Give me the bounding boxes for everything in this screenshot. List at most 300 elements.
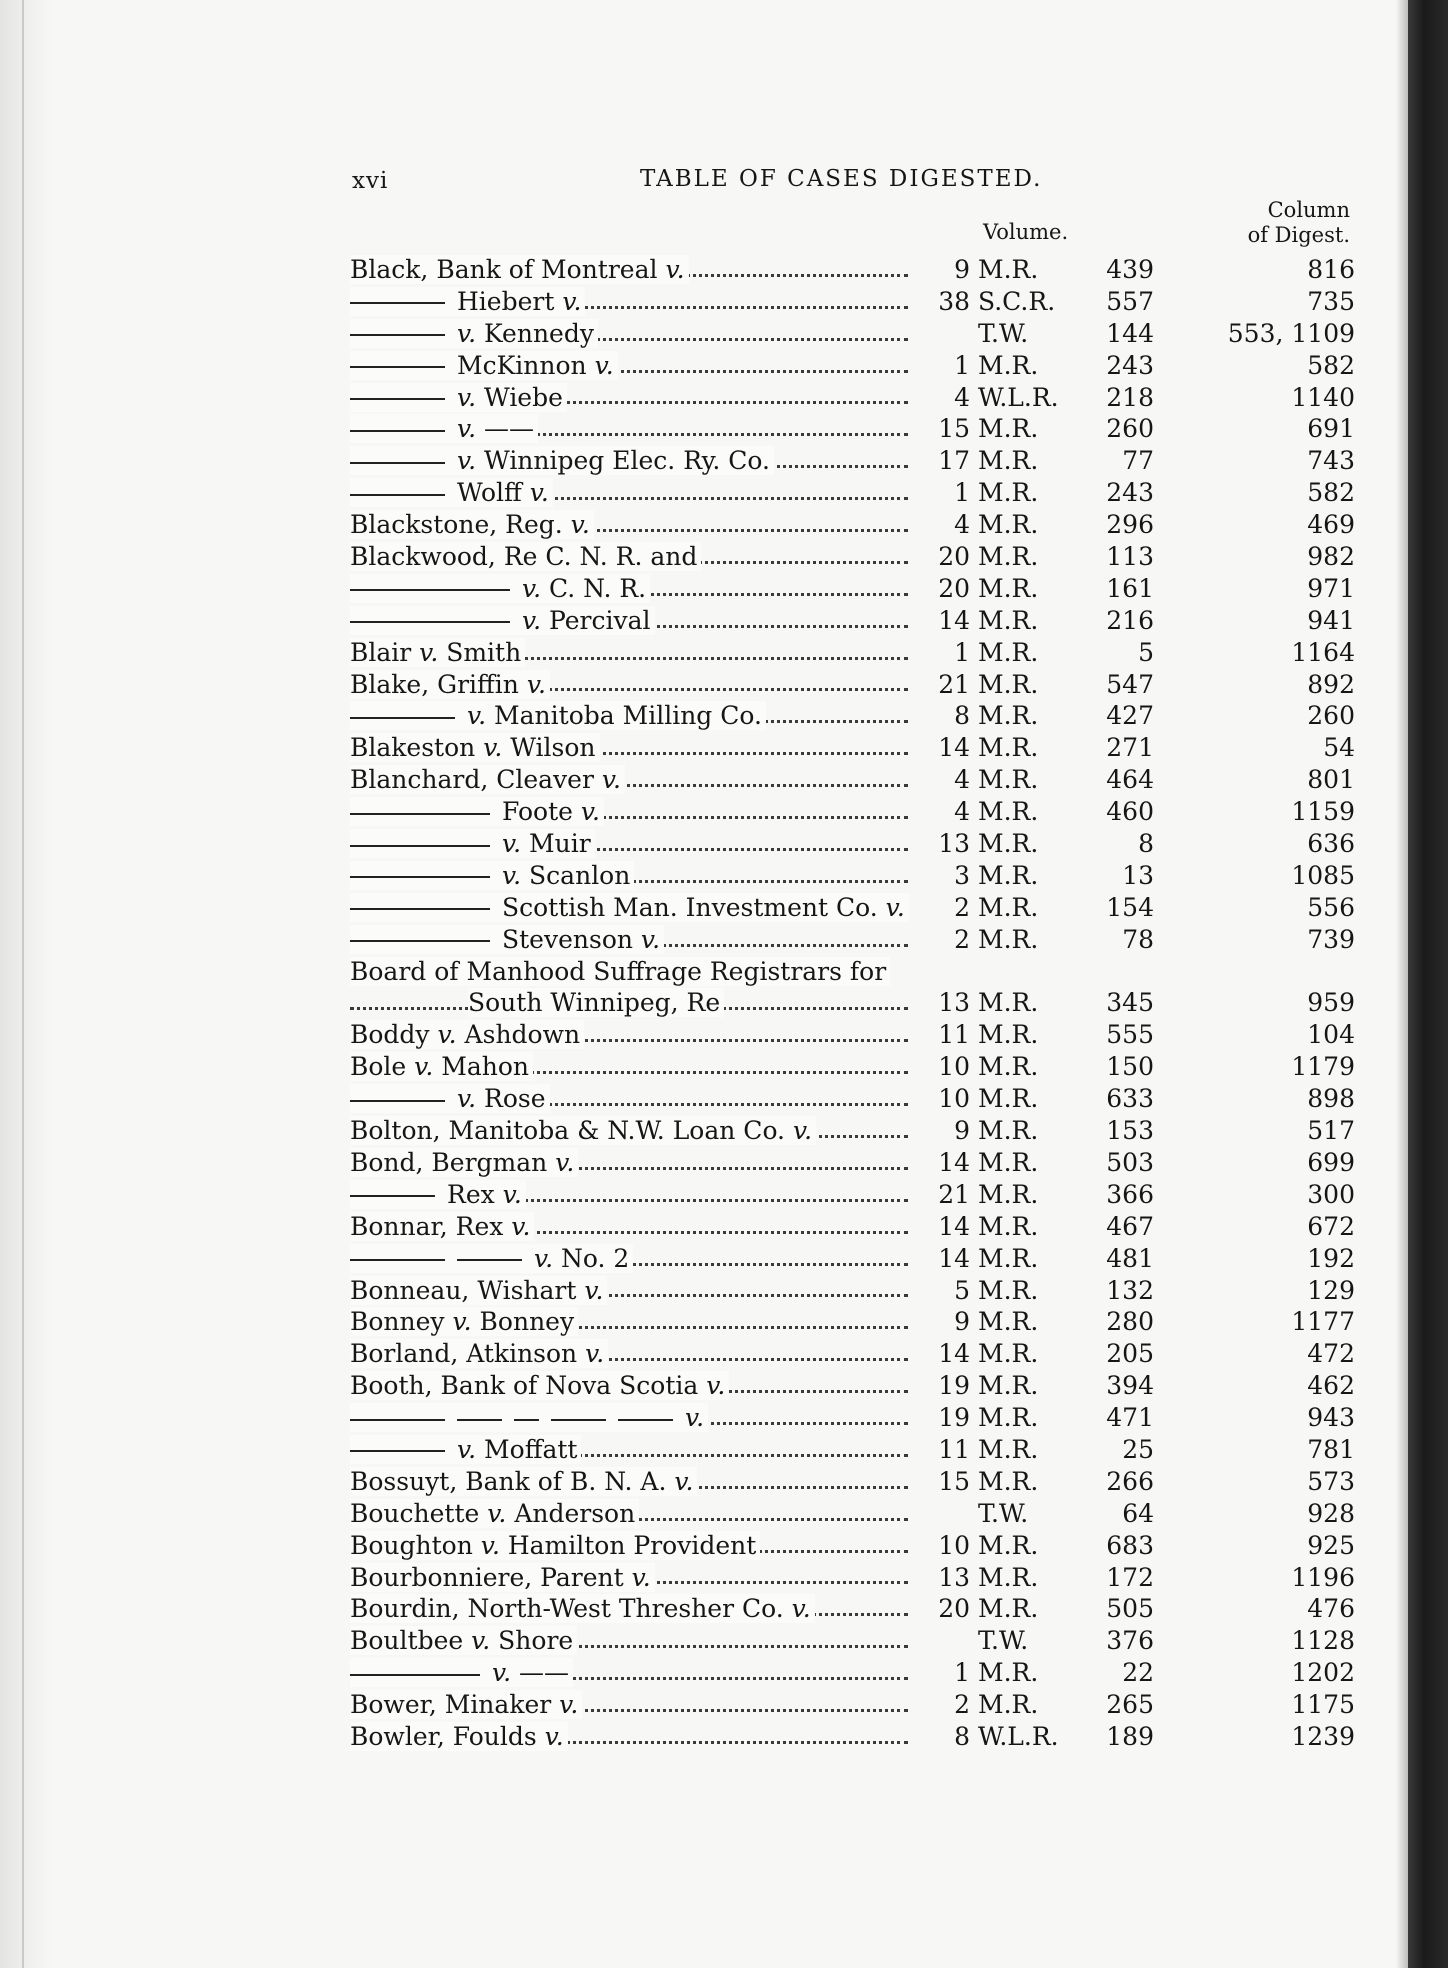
- ditto-dash: [350, 813, 490, 815]
- volume-number: 4: [954, 382, 970, 412]
- report-page: 427: [1106, 701, 1154, 731]
- report-page: 260: [1106, 414, 1154, 444]
- report-abbrev: M.R.: [978, 350, 1039, 380]
- digest-column: 943: [1307, 1403, 1355, 1433]
- volume-number: 10: [938, 1052, 970, 1082]
- ditto-dash: [350, 334, 445, 336]
- table-row: [350, 1593, 1355, 1625]
- case-name: Blanchard, Cleaver v.: [350, 765, 621, 795]
- report-page: 481: [1106, 1243, 1154, 1273]
- case-name-text: [350, 1339, 608, 1368]
- table-row: [350, 956, 1355, 988]
- volume-column-header: Volume.: [983, 220, 1069, 244]
- case-name: Bole v. Mahon: [350, 1052, 529, 1082]
- report-abbrev: M.R.: [978, 765, 1039, 795]
- table-row: [350, 1051, 1355, 1083]
- ditto-dash: [350, 430, 445, 432]
- table-row: [350, 700, 1355, 732]
- ditto-dash: [457, 1419, 502, 1421]
- case-name: Booth, Bank of Nova Scotia v.: [350, 1371, 726, 1401]
- case-name: v.: [685, 1403, 705, 1433]
- report-abbrev: M.R.: [978, 1594, 1039, 1624]
- case-name: Wolff v.: [457, 478, 549, 508]
- case-name-text: [350, 701, 766, 730]
- table-row: [350, 1306, 1355, 1338]
- case-name-text: [350, 1307, 578, 1336]
- case-name-cell: [350, 286, 910, 318]
- volume-number: 19: [938, 1371, 970, 1401]
- ditto-dash: [514, 1419, 539, 1421]
- case-name-cell: [350, 669, 910, 701]
- report-page: 555: [1106, 1020, 1154, 1050]
- case-name-text: [350, 1180, 526, 1209]
- case-name-text: [350, 1658, 573, 1687]
- case-name-cell: [350, 700, 910, 732]
- case-name: Boddy v. Ashdown: [350, 1020, 581, 1050]
- case-name-cell: [350, 1562, 910, 1594]
- case-name-text: [350, 542, 701, 571]
- digest-column: 959: [1307, 988, 1355, 1018]
- case-name-text: [350, 287, 585, 316]
- case-name: Board of Manhood Suffrage Registrars for: [350, 956, 887, 986]
- ditto-dash: [350, 462, 445, 464]
- report-page: 547: [1106, 669, 1154, 699]
- report-abbrev: M.R.: [978, 1690, 1039, 1720]
- volume-number: 9: [954, 1307, 970, 1337]
- case-name-cell: [350, 828, 910, 860]
- report-page: 271: [1106, 733, 1154, 763]
- report-abbrev: W.L.R.: [978, 1721, 1059, 1751]
- report-page: 78: [1122, 924, 1154, 954]
- report-page: 280: [1106, 1307, 1154, 1337]
- page-right-fold: [1396, 0, 1408, 1968]
- volume-number: 21: [938, 669, 970, 699]
- case-name: v. Percival: [522, 605, 651, 635]
- case-name-text: [350, 1531, 760, 1560]
- case-name-cell: [350, 1657, 910, 1689]
- case-name: South Winnipeg, Re: [468, 988, 721, 1018]
- volume-number: 14: [938, 605, 970, 635]
- digest-column: 1164: [1291, 637, 1355, 667]
- report-page: 467: [1106, 1211, 1154, 1241]
- volume-number: 11: [938, 1020, 970, 1050]
- table-row: [350, 509, 1355, 541]
- volume-number: 14: [938, 1243, 970, 1273]
- case-name-cell: [350, 1306, 910, 1338]
- digest-column: 636: [1307, 829, 1355, 859]
- table-row: [350, 860, 1355, 892]
- case-name: Rex v.: [447, 1179, 522, 1209]
- case-name-cell: [350, 509, 910, 541]
- volume-number: 8: [954, 1721, 970, 1751]
- volume-number: 38: [938, 286, 970, 316]
- case-name: Bond, Bergman v.: [350, 1147, 575, 1177]
- case-name-text: [350, 574, 650, 603]
- case-name-cell: [350, 1051, 910, 1083]
- case-name: Bowler, Foulds v.: [350, 1721, 564, 1751]
- volume-number: 10: [938, 1530, 970, 1560]
- ditto-dash: [618, 1419, 673, 1421]
- ditto-dash: [350, 940, 490, 942]
- report-page: 113: [1106, 542, 1154, 572]
- case-name-cell: [350, 382, 910, 414]
- case-name: Borland, Atkinson v.: [350, 1339, 605, 1369]
- volume-number: 1: [954, 350, 970, 380]
- table-row: [350, 1243, 1355, 1275]
- report-page: 25: [1122, 1434, 1154, 1464]
- digest-column: 462: [1307, 1371, 1355, 1401]
- digest-column: 1196: [1291, 1562, 1355, 1592]
- table-row: [350, 445, 1355, 477]
- table-row: [350, 413, 1355, 445]
- ditto-dash: [350, 494, 445, 496]
- volume-number: 15: [938, 414, 970, 444]
- report-page: 265: [1106, 1690, 1154, 1720]
- volume-number: 20: [938, 573, 970, 603]
- case-name-text: [350, 925, 664, 954]
- report-abbrev: M.R.: [978, 1179, 1039, 1209]
- case-name: Blackwood, Re C. N. R. and: [350, 542, 698, 572]
- case-name-cell: [350, 764, 910, 796]
- case-name-text: [350, 1435, 581, 1464]
- digest-column: 469: [1307, 510, 1355, 540]
- report-page: 161: [1106, 573, 1154, 603]
- digest-column: 892: [1307, 669, 1355, 699]
- report-page: 189: [1106, 1721, 1154, 1751]
- case-name: v. Manitoba Milling Co.: [467, 701, 762, 731]
- report-abbrev: M.R.: [978, 1371, 1039, 1401]
- case-name-text: [350, 1371, 729, 1400]
- ditto-dash: [350, 589, 510, 591]
- report-page: 64: [1122, 1498, 1154, 1528]
- report-abbrev: M.R.: [978, 860, 1039, 890]
- digest-column: 472: [1307, 1339, 1355, 1369]
- case-name-cell: [350, 573, 910, 605]
- case-name-text: [350, 765, 625, 794]
- case-name-text: [350, 797, 604, 826]
- case-name-cell: [350, 477, 910, 509]
- report-page: 243: [1106, 478, 1154, 508]
- page-left-edge: [0, 0, 52, 1968]
- report-abbrev: M.R.: [978, 1530, 1039, 1560]
- digest-column: 898: [1307, 1084, 1355, 1114]
- case-name-cell: [350, 1211, 910, 1243]
- case-name-cell: [350, 892, 910, 924]
- case-name-text: [350, 1722, 568, 1751]
- table-row: [350, 732, 1355, 764]
- case-name-cell: [350, 637, 910, 669]
- table-row: [350, 477, 1355, 509]
- case-name-cell: [350, 1593, 910, 1625]
- report-page: 505: [1106, 1594, 1154, 1624]
- ditto-dash: [350, 717, 455, 719]
- report-page: 394: [1106, 1371, 1154, 1401]
- case-name-text: [350, 1244, 633, 1273]
- digest-column: 1177: [1291, 1307, 1355, 1337]
- digest-column: 129: [1307, 1275, 1355, 1305]
- digest-column-header: [1220, 198, 1350, 248]
- case-name-cell: [350, 1466, 910, 1498]
- report-page: 376: [1106, 1626, 1154, 1656]
- digest-column: 672: [1307, 1211, 1355, 1241]
- digest-column: 1159: [1291, 797, 1355, 827]
- gutter-line: [22, 0, 24, 1968]
- report-page: 464: [1106, 765, 1154, 795]
- case-name-text: [350, 957, 890, 986]
- report-abbrev: M.R.: [978, 1562, 1039, 1592]
- report-page: 13: [1122, 860, 1154, 890]
- report-abbrev: T.W.: [978, 318, 1029, 348]
- case-name-text: [350, 1467, 697, 1496]
- report-page: 683: [1106, 1530, 1154, 1560]
- case-name-text: [350, 861, 634, 890]
- table-row: [350, 637, 1355, 669]
- volume-number: 13: [938, 1562, 970, 1592]
- case-name: v. ——: [457, 414, 535, 444]
- table-row: [350, 1275, 1355, 1307]
- case-name: Bower, Minaker v.: [350, 1690, 579, 1720]
- digest-column: 941: [1307, 605, 1355, 635]
- volume-number: 19: [938, 1403, 970, 1433]
- report-page: 218: [1106, 382, 1154, 412]
- digest-column: 1140: [1291, 382, 1355, 412]
- case-name: Bossuyt, Bank of B. N. A. v.: [350, 1466, 694, 1496]
- case-name: Bouchette v. Anderson: [350, 1498, 636, 1528]
- case-name: v. Scanlon: [502, 860, 631, 890]
- case-name-cell: [350, 605, 910, 637]
- digest-column: 476: [1307, 1594, 1355, 1624]
- digest-column: 781: [1307, 1434, 1355, 1464]
- case-name-text: [350, 1020, 584, 1049]
- table-row: [350, 573, 1355, 605]
- volume-number: 3: [954, 860, 970, 890]
- table-row: [350, 1147, 1355, 1179]
- case-name: v. C. N. R.: [522, 573, 647, 603]
- report-page: 503: [1106, 1147, 1154, 1177]
- case-name-cell: [350, 1434, 910, 1466]
- case-name-cell: [350, 1338, 910, 1370]
- report-abbrev: M.R.: [978, 988, 1039, 1018]
- case-name-cell: [350, 924, 910, 956]
- report-abbrev: M.R.: [978, 829, 1039, 859]
- case-name: v. Rose: [457, 1084, 546, 1114]
- report-abbrev: M.R.: [978, 1658, 1039, 1688]
- ditto-dash: [457, 1259, 522, 1261]
- table-row: [350, 1625, 1355, 1657]
- volume-number: 2: [954, 924, 970, 954]
- report-abbrev: M.R.: [978, 605, 1039, 635]
- table-row: [350, 987, 1355, 1019]
- case-name: v. Moffatt: [457, 1434, 578, 1464]
- report-abbrev: M.R.: [978, 1307, 1039, 1337]
- case-name: Bourdin, North-West Thresher Co. v.: [350, 1594, 811, 1624]
- table-row: [350, 1083, 1355, 1115]
- case-name: Blake, Griffin v.: [350, 669, 546, 699]
- report-abbrev: M.R.: [978, 1339, 1039, 1369]
- digest-column: 735: [1307, 286, 1355, 316]
- report-abbrev: T.W.: [978, 1626, 1029, 1656]
- volume-number: 20: [938, 1594, 970, 1624]
- report-abbrev: M.R.: [978, 1116, 1039, 1146]
- report-page: 471: [1106, 1403, 1154, 1433]
- digest-column: 971: [1307, 573, 1355, 603]
- case-name: Blakeston v. Wilson: [350, 733, 596, 763]
- digest-column: 1239: [1291, 1721, 1355, 1751]
- report-abbrev: M.R.: [978, 892, 1039, 922]
- report-page: 153: [1106, 1116, 1154, 1146]
- table-row: [350, 1019, 1355, 1051]
- case-name: Bourbonniere, Parent v.: [350, 1562, 651, 1592]
- volume-number: 2: [954, 1690, 970, 1720]
- case-name-cell: [350, 1275, 910, 1307]
- table-row: [350, 1179, 1355, 1211]
- case-name-cell: [350, 1083, 910, 1115]
- volume-number: 4: [954, 510, 970, 540]
- case-name-text: [350, 1116, 816, 1145]
- table-row: [350, 1721, 1355, 1753]
- case-name-cell: [350, 1147, 910, 1179]
- report-abbrev: M.R.: [978, 542, 1039, 572]
- case-name-cell: [350, 956, 910, 988]
- volume-number: 4: [954, 765, 970, 795]
- report-page: 633: [1106, 1084, 1154, 1114]
- case-name-text: [350, 510, 594, 539]
- report-abbrev: M.R.: [978, 1403, 1039, 1433]
- digest-column: 982: [1307, 542, 1355, 572]
- report-abbrev: M.R.: [978, 1052, 1039, 1082]
- case-name-text: [350, 478, 553, 507]
- case-name-cell: [350, 350, 910, 382]
- case-name-text: [350, 606, 655, 635]
- case-name-cell: [350, 1179, 910, 1211]
- digest-column: 54: [1323, 733, 1355, 763]
- digest-column: 1085: [1291, 860, 1355, 890]
- digest-column: 1175: [1291, 1690, 1355, 1720]
- case-name-text: [350, 670, 550, 699]
- running-title: TABLE OF CASES DIGESTED.: [640, 166, 1043, 192]
- volume-number: 1: [954, 478, 970, 508]
- volume-number: 14: [938, 1147, 970, 1177]
- ditto-dash: [350, 845, 490, 847]
- scan-dark-edge: [1408, 0, 1448, 1968]
- case-name: Foote v.: [502, 797, 600, 827]
- case-name: Stevenson v.: [502, 924, 661, 954]
- report-page: 216: [1106, 605, 1154, 635]
- table-row: [350, 1211, 1355, 1243]
- case-name-text: [350, 1084, 550, 1113]
- volume-number: 17: [938, 446, 970, 476]
- volume-number: 20: [938, 542, 970, 572]
- table-row: [350, 382, 1355, 414]
- table-row: [350, 350, 1355, 382]
- table-row: [350, 1338, 1355, 1370]
- case-name-cell: [350, 1243, 910, 1275]
- case-name-cell: [350, 254, 910, 286]
- digest-column: 801: [1307, 765, 1355, 795]
- report-abbrev: M.R.: [978, 797, 1039, 827]
- volume-number: 11: [938, 1434, 970, 1464]
- table-row: [350, 1530, 1355, 1562]
- report-page: 5: [1138, 637, 1154, 667]
- volume-number: 10: [938, 1084, 970, 1114]
- digest-column: 1179: [1291, 1052, 1355, 1082]
- digest-column: 300: [1307, 1179, 1355, 1209]
- case-name-cell: [350, 1115, 910, 1147]
- case-name-text: [350, 638, 525, 667]
- ditto-dash: [350, 302, 445, 304]
- digest-column: 192: [1307, 1243, 1355, 1273]
- case-name-text: [350, 1212, 534, 1241]
- case-name-cell: [350, 1370, 910, 1402]
- report-abbrev: M.R.: [978, 924, 1039, 954]
- ditto-dash: [350, 1674, 480, 1676]
- table-row: [350, 796, 1355, 828]
- case-name-cell: [350, 445, 910, 477]
- report-page: 366: [1106, 1179, 1154, 1209]
- table-row: [350, 1434, 1355, 1466]
- report-page: 150: [1106, 1052, 1154, 1082]
- table-row: [350, 924, 1355, 956]
- report-abbrev: M.R.: [978, 573, 1039, 603]
- volume-number: 4: [954, 797, 970, 827]
- case-name: Bolton, Manitoba & N.W. Loan Co. v.: [350, 1116, 813, 1146]
- volume-number: 13: [938, 988, 970, 1018]
- report-abbrev: M.R.: [978, 1147, 1039, 1177]
- case-name: Black, Bank of Montreal v.: [350, 255, 685, 284]
- case-name: v. Kennedy: [457, 318, 594, 348]
- digest-column: 739: [1307, 924, 1355, 954]
- case-name-cell: [350, 1625, 910, 1657]
- report-page: 172: [1106, 1562, 1154, 1592]
- digest-column: 573: [1307, 1466, 1355, 1496]
- case-name-text: [350, 351, 618, 380]
- ditto-dash: [350, 1450, 445, 1452]
- report-page: 439: [1106, 255, 1154, 284]
- table-row: [350, 1370, 1355, 1402]
- report-page: 22: [1122, 1658, 1154, 1688]
- case-name-cell: [350, 1689, 910, 1721]
- report-abbrev: M.R.: [978, 510, 1039, 540]
- report-abbrev: M.R.: [978, 1434, 1039, 1464]
- digest-column: 925: [1307, 1530, 1355, 1560]
- case-name: Hiebert v.: [457, 286, 582, 316]
- case-name-text: [350, 1403, 708, 1432]
- digest-column: 743: [1307, 446, 1355, 476]
- report-abbrev: M.R.: [978, 1084, 1039, 1114]
- case-name-cell: [350, 1498, 910, 1530]
- case-name-cell: [350, 413, 910, 445]
- digest-column: 553, 1109: [1227, 318, 1355, 348]
- case-name-text: [350, 733, 600, 762]
- case-name: Bonneau, Wishart v.: [350, 1275, 604, 1305]
- case-name: McKinnon v.: [457, 350, 614, 380]
- volume-number: 21: [938, 1179, 970, 1209]
- volume-number: 14: [938, 733, 970, 763]
- report-abbrev: M.R.: [978, 701, 1039, 731]
- report-page: 345: [1106, 988, 1154, 1018]
- digest-column: 691: [1307, 414, 1355, 444]
- volume-number: 1: [954, 637, 970, 667]
- case-name: v. Wiebe: [457, 382, 563, 412]
- report-abbrev: M.R.: [978, 1211, 1039, 1241]
- cases-table: [350, 254, 1355, 1753]
- table-row: [350, 541, 1355, 573]
- table-row: [350, 605, 1355, 637]
- report-page: 266: [1106, 1466, 1154, 1496]
- volume-number: 9: [954, 1116, 970, 1146]
- case-name: Boultbee v. Shore: [350, 1626, 574, 1656]
- table-row: [350, 1657, 1355, 1689]
